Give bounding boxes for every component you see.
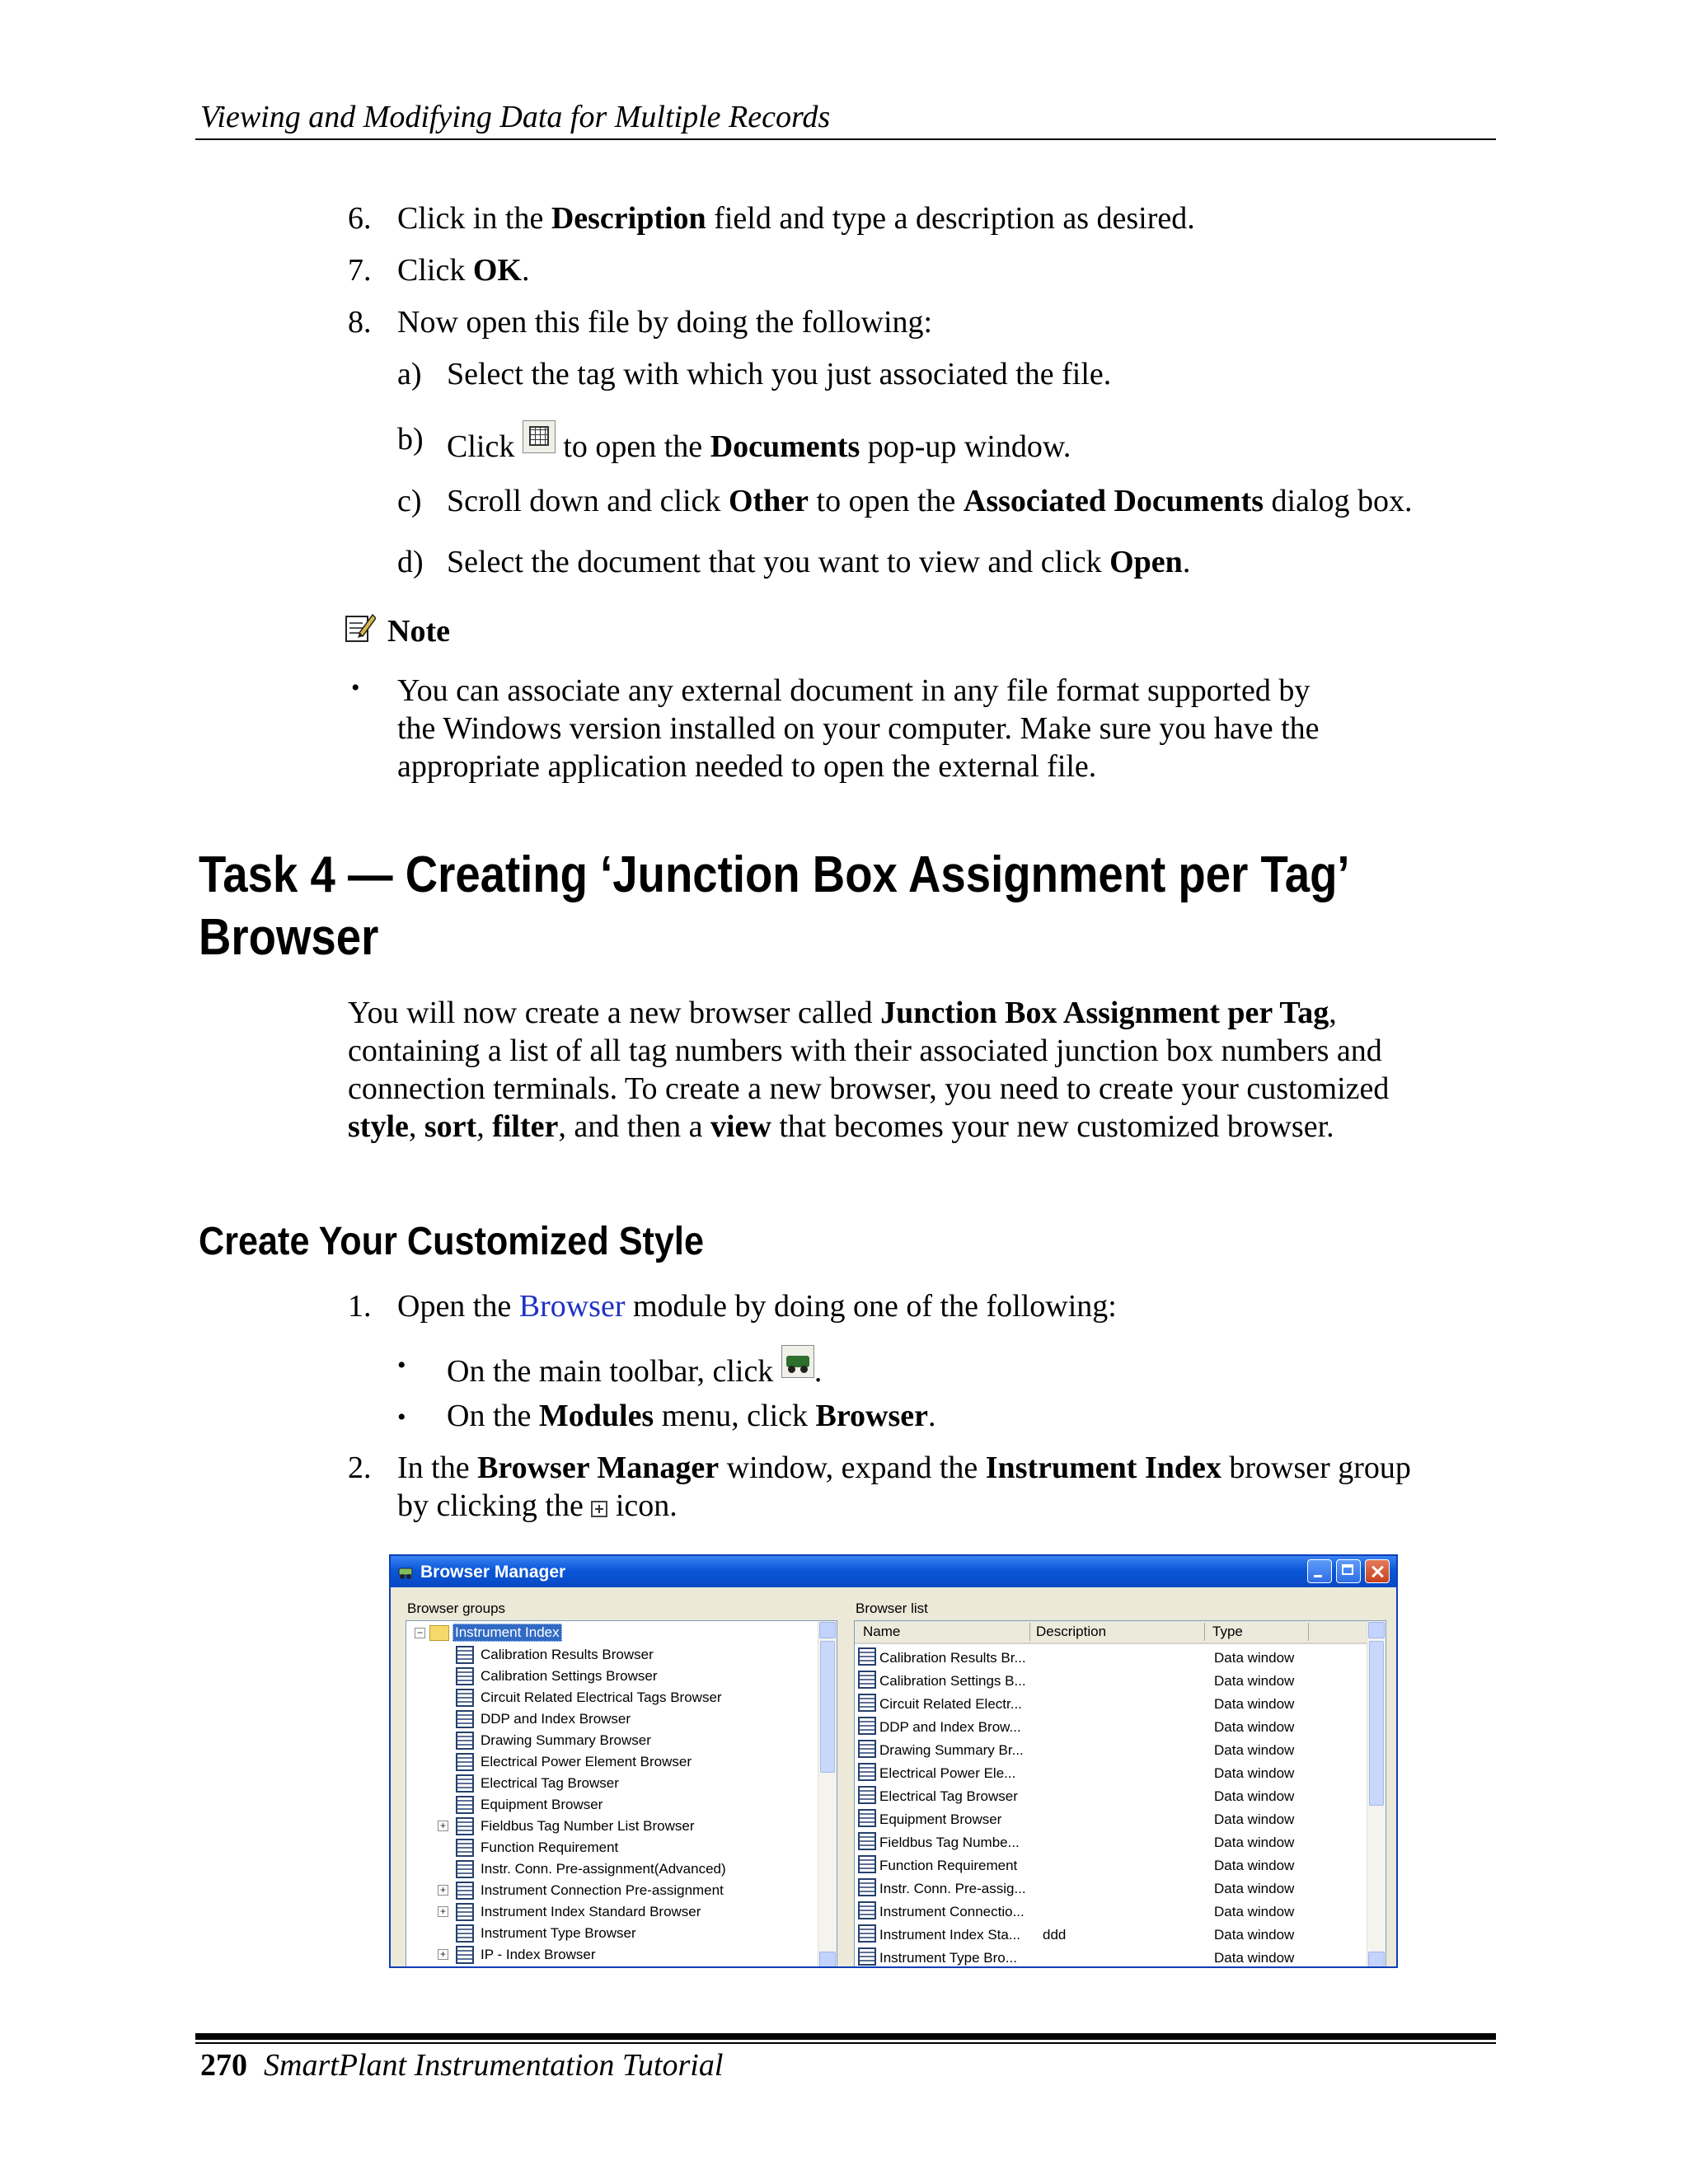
row-type: Data window xyxy=(1214,1742,1295,1758)
list-row[interactable] xyxy=(855,1854,1367,1877)
list-row[interactable] xyxy=(855,1900,1367,1923)
footer-rule-thin xyxy=(195,2042,1496,2044)
row-name: Electrical Power Ele... xyxy=(879,1765,1016,1781)
scroll-thumb[interactable] xyxy=(820,1641,835,1773)
row-name: Instrument Index Sta... xyxy=(879,1927,1021,1943)
row-name: Fieldbus Tag Numbe... xyxy=(879,1835,1020,1850)
list-row[interactable] xyxy=(855,1646,1367,1669)
browser-item-icon xyxy=(456,1924,474,1943)
row-type: Data window xyxy=(1214,1673,1295,1689)
browser-item-icon xyxy=(456,1839,474,1857)
scroll-down-arrow[interactable] xyxy=(1368,1952,1385,1968)
browser-item-icon xyxy=(456,1646,474,1664)
row-description: ddd xyxy=(1043,1927,1067,1943)
list-row[interactable] xyxy=(855,1946,1367,1968)
browser-item-icon xyxy=(858,1832,876,1850)
step-1 xyxy=(0,1287,1688,1325)
column-header-description[interactable]: Description xyxy=(1036,1624,1107,1639)
footer-title: SmartPlant Instrumentation Tutorial xyxy=(264,2048,724,2083)
row-name: DDP and Index Brow... xyxy=(879,1719,1021,1735)
list-header xyxy=(855,1621,1367,1644)
substep-letter: b) xyxy=(397,422,424,457)
scroll-down-arrow[interactable] xyxy=(819,1952,836,1968)
tree-item-label: Instr. Conn. Pre-assignment(Advanced) xyxy=(481,1861,726,1877)
step-text: Click in the Description field and type a description as desired. xyxy=(397,201,1195,236)
browser-item-icon xyxy=(456,1753,474,1771)
task-heading-line-1: Task 4 — Creating ‘Junction Box Assignment per Tag’ xyxy=(199,846,1350,903)
intro-line-2: containing a list of all tag numbers with their associated junction box numbers and xyxy=(348,1033,1382,1068)
list-row[interactable] xyxy=(855,1784,1367,1807)
intro-line-4: style, sort, filter, and then a view that becomes your new customized browser. xyxy=(348,1109,1334,1144)
browser-item-icon xyxy=(456,1882,474,1900)
list-row[interactable] xyxy=(855,1830,1367,1854)
browser-item-icon xyxy=(858,1740,876,1758)
tree-item-label: Instrument Connection Pre-assignment xyxy=(481,1882,724,1898)
substep-letter: a) xyxy=(397,357,422,391)
row-type: Data window xyxy=(1214,1765,1295,1781)
column-header-type[interactable]: Type xyxy=(1212,1624,1243,1639)
browser-item-icon xyxy=(858,1786,876,1804)
browser-item-icon xyxy=(456,1860,474,1878)
note-icon xyxy=(345,612,376,643)
browser-list-label: Browser list xyxy=(856,1601,928,1616)
browser-item-icon xyxy=(858,1809,876,1827)
page-number: 270 xyxy=(200,2048,247,2083)
row-type: Data window xyxy=(1214,1696,1295,1712)
tree-item-label: Calibration Settings Browser xyxy=(481,1668,658,1684)
expand-icon[interactable]: + xyxy=(438,1821,448,1831)
tree-item-label: Instrument Index xyxy=(452,1624,562,1642)
browser-item-icon xyxy=(858,1671,876,1689)
list-row[interactable] xyxy=(855,1923,1367,1946)
expand-icon xyxy=(591,1501,607,1517)
browser-item-icon xyxy=(456,1796,474,1814)
tree-item-label: Fieldbus Tag Number List Browser xyxy=(481,1818,695,1834)
substep-text: Click to open the Documents pop-up window. xyxy=(447,420,1071,466)
browser-item-icon xyxy=(456,1774,474,1793)
row-name: Drawing Summary Br... xyxy=(879,1742,1024,1758)
browser-item-icon xyxy=(456,1710,474,1728)
browser-item-icon xyxy=(456,1946,474,1964)
substep-d xyxy=(0,543,1688,581)
title-bar xyxy=(391,1556,1396,1587)
maximize-button[interactable] xyxy=(1336,1559,1361,1583)
row-name: Instrument Connectio... xyxy=(879,1904,1025,1919)
browser-item-icon xyxy=(456,1732,474,1750)
row-name: Calibration Results Br... xyxy=(879,1650,1026,1666)
collapse-icon[interactable]: − xyxy=(415,1628,425,1638)
list-scrollbar[interactable] xyxy=(1367,1621,1386,1968)
browser-item-icon xyxy=(456,1903,474,1921)
browser-item-icon xyxy=(456,1817,474,1835)
bullet-toolbar: On the main toolbar, click . xyxy=(447,1345,822,1390)
browser-item-icon xyxy=(858,1855,876,1873)
browser-item-icon xyxy=(858,1901,876,1919)
step-number: 8. xyxy=(348,305,372,340)
intro-line-1: You will now create a new browser called Junction Box Assignment per Tag, xyxy=(348,996,1337,1030)
expand-icon[interactable]: + xyxy=(438,1949,448,1960)
step-number: 6. xyxy=(348,201,372,236)
row-type: Data window xyxy=(1214,1719,1295,1735)
tree-item-label: Circuit Related Electrical Tags Browser xyxy=(481,1690,722,1705)
list-row[interactable] xyxy=(855,1692,1367,1715)
minimize-button[interactable] xyxy=(1307,1559,1332,1583)
step-8 xyxy=(0,303,1688,341)
browser-item-icon xyxy=(858,1694,876,1712)
browser-item-icon xyxy=(858,1878,876,1896)
tree-scrollbar[interactable] xyxy=(818,1621,837,1968)
note-label: Note xyxy=(387,614,450,649)
substep-a xyxy=(0,355,1688,393)
substep-text: Scroll down and click Other to open the Associated Documents dialog box. xyxy=(447,484,1413,518)
tree-item-label: Instrument Type Browser xyxy=(481,1925,636,1941)
tree-item-label: Drawing Summary Browser xyxy=(481,1732,651,1748)
bullet: • xyxy=(397,1404,406,1431)
step-number: 2. xyxy=(348,1451,372,1485)
tree-item-label: Electrical Tag Browser xyxy=(481,1775,619,1791)
browser-item-icon xyxy=(858,1717,876,1735)
note-line-1: You can associate any external document in any file format supported by xyxy=(397,673,1311,708)
section-heading: Create Your Customized Style xyxy=(199,1220,704,1263)
row-name: Circuit Related Electr... xyxy=(879,1696,1022,1712)
browser-item-icon xyxy=(858,1947,876,1966)
row-type: Data window xyxy=(1214,1650,1295,1666)
step-number: 7. xyxy=(348,253,372,288)
browser-manager-icon xyxy=(397,1563,414,1580)
tree-item-label: Electrical Power Element Browser xyxy=(481,1754,692,1769)
row-type: Data window xyxy=(1214,1927,1295,1943)
browser-item-icon xyxy=(858,1763,876,1781)
step-2-line-2: by clicking the icon. xyxy=(397,1488,678,1523)
step-2 xyxy=(0,1449,1688,1487)
step-number: 1. xyxy=(348,1289,372,1324)
row-type: Data window xyxy=(1214,1811,1295,1827)
scroll-up-arrow[interactable] xyxy=(1368,1622,1385,1638)
column-header-name[interactable]: Name xyxy=(863,1624,901,1639)
expand-icon[interactable]: + xyxy=(438,1885,448,1896)
row-name: Instr. Conn. Pre-assig... xyxy=(879,1881,1026,1896)
browser-item-icon xyxy=(456,1689,474,1707)
row-name: Electrical Tag Browser xyxy=(879,1788,1018,1804)
browser-list[interactable] xyxy=(854,1620,1386,1968)
window-title: Browser Manager xyxy=(420,1563,566,1582)
scroll-thumb[interactable] xyxy=(1369,1641,1384,1806)
list-row[interactable] xyxy=(855,1715,1367,1738)
note-bullet: • xyxy=(351,674,360,701)
task-heading-line-2: Browser xyxy=(199,909,379,966)
header-rule xyxy=(195,138,1496,140)
browser-link[interactable]: Browser xyxy=(518,1289,626,1324)
list-row[interactable] xyxy=(855,1807,1367,1830)
browser-item-icon xyxy=(858,1647,876,1666)
step-text: In the Browser Manager window, expand the Instrument Index browser group xyxy=(397,1451,1411,1485)
step-6 xyxy=(0,199,1688,237)
browser-groups-label: Browser groups xyxy=(407,1601,506,1616)
expand-icon[interactable]: + xyxy=(438,1906,448,1917)
browser-groups-tree[interactable] xyxy=(406,1620,837,1968)
tree-item-label: DDP and Index Browser xyxy=(481,1711,631,1727)
substep-letter: c) xyxy=(397,484,422,518)
substep-letter: d) xyxy=(397,545,424,579)
tree-item-label: Calibration Results Browser xyxy=(481,1647,654,1662)
row-name: Function Requirement xyxy=(879,1858,1018,1873)
note-line-2: the Windows version installed on your computer. Make sure you have the xyxy=(397,711,1320,746)
substep-c xyxy=(0,482,1688,520)
tree-item-label: IP - Index Browser xyxy=(481,1947,596,1962)
row-name: Equipment Browser xyxy=(879,1811,1002,1827)
row-type: Data window xyxy=(1214,1788,1295,1804)
tree-item-label: Function Requirement xyxy=(481,1840,619,1855)
row-name: Instrument Type Bro... xyxy=(879,1950,1017,1966)
browser-item-icon xyxy=(858,1924,876,1943)
browser-item-icon xyxy=(456,1667,474,1685)
close-button[interactable] xyxy=(1365,1559,1390,1583)
substep-text: Select the tag with which you just associated the file. xyxy=(447,357,1112,391)
row-type: Data window xyxy=(1214,1858,1295,1873)
list-row[interactable] xyxy=(855,1761,1367,1784)
folder-open-icon xyxy=(429,1625,449,1641)
row-type: Data window xyxy=(1214,1904,1295,1919)
intro-line-3: connection terminals. To create a new browser, you need to create your customized xyxy=(348,1071,1390,1106)
tree-item-label: Instrument Index Standard Browser xyxy=(481,1904,701,1919)
step-text: Click OK. xyxy=(397,253,530,288)
footer-rule xyxy=(195,2033,1496,2040)
tree-item-label: Equipment Browser xyxy=(481,1797,603,1812)
bullet-modules-menu: On the Modules menu, click Browser. xyxy=(447,1399,936,1433)
step-7 xyxy=(0,251,1688,289)
browser-manager-window xyxy=(389,1554,1398,1968)
row-type: Data window xyxy=(1214,1950,1295,1966)
documents-icon xyxy=(523,420,556,453)
step-text: Open the Browser module by doing one of the following: xyxy=(397,1289,1117,1324)
list-row[interactable] xyxy=(855,1738,1367,1761)
scroll-up-arrow[interactable] xyxy=(819,1622,836,1638)
row-name: Calibration Settings B... xyxy=(879,1673,1026,1689)
row-type: Data window xyxy=(1214,1835,1295,1850)
list-row[interactable] xyxy=(855,1669,1367,1692)
list-row[interactable] xyxy=(855,1877,1367,1900)
substep-text: Select the document that you want to view and click Open. xyxy=(447,545,1191,579)
bullet: • xyxy=(397,1352,406,1379)
note-line-3: appropriate application needed to open the external file. xyxy=(397,749,1097,784)
step-text: Now open this file by doing the following: xyxy=(397,305,933,340)
row-type: Data window xyxy=(1214,1881,1295,1896)
substep-b xyxy=(0,420,1688,464)
running-header: Viewing and Modifying Data for Multiple Records xyxy=(200,100,831,134)
browser-toolbar-icon xyxy=(781,1345,814,1378)
